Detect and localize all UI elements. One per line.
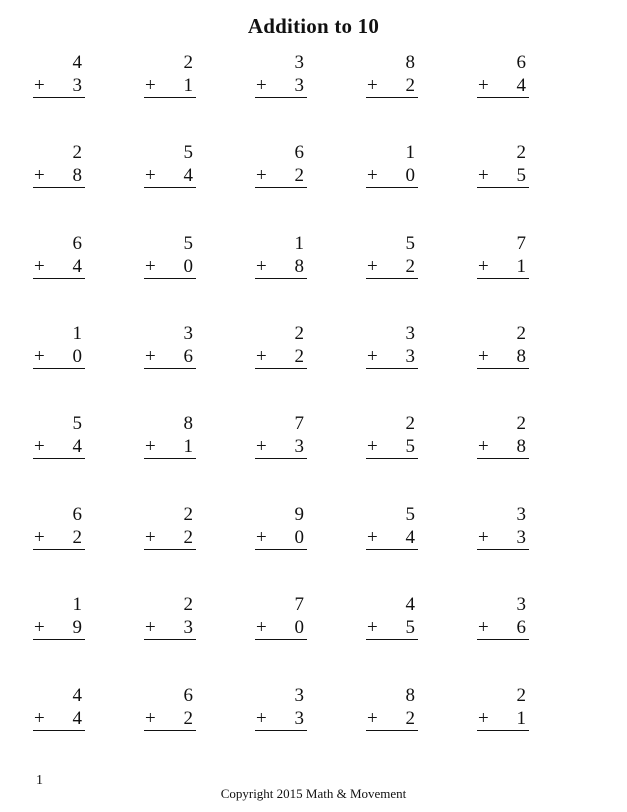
addition-problem	[144, 233, 196, 279]
bottom-addend: 2	[72, 527, 82, 548]
addition-problem	[366, 233, 418, 279]
answer-line	[477, 730, 529, 731]
top-addend: 1	[72, 594, 82, 615]
plus-sign: +	[478, 436, 489, 457]
bottom-addend: 4	[72, 436, 82, 457]
bottom-addend: 8	[516, 346, 526, 367]
addition-problem	[33, 594, 85, 640]
top-addend: 3	[405, 323, 415, 344]
answer-line	[144, 278, 196, 279]
addition-problem	[255, 504, 307, 550]
bottom-addend: 4	[72, 708, 82, 729]
top-addend: 2	[516, 413, 526, 434]
top-addend: 6	[72, 233, 82, 254]
plus-sign: +	[34, 75, 45, 96]
bottom-addend: 0	[72, 346, 82, 367]
plus-sign: +	[478, 617, 489, 638]
plus-sign: +	[145, 75, 156, 96]
bottom-addend: 3	[294, 436, 304, 457]
plus-sign: +	[478, 256, 489, 277]
bottom-addend: 3	[183, 617, 193, 638]
bottom-addend: 4	[516, 75, 526, 96]
bottom-addend: 0	[405, 165, 415, 186]
addition-problem	[255, 52, 307, 98]
top-addend: 5	[183, 142, 193, 163]
plus-sign: +	[34, 436, 45, 457]
top-addend: 2	[516, 685, 526, 706]
plus-sign: +	[367, 165, 378, 186]
bottom-addend: 3	[294, 75, 304, 96]
bottom-addend: 2	[405, 75, 415, 96]
answer-line	[255, 97, 307, 98]
answer-line	[33, 458, 85, 459]
top-addend: 4	[72, 52, 82, 73]
addition-problem	[255, 413, 307, 459]
page-title: Addition to 10	[247, 14, 380, 38]
bottom-addend: 5	[405, 436, 415, 457]
plus-sign: +	[34, 165, 45, 186]
plus-sign: +	[145, 617, 156, 638]
answer-line	[366, 368, 418, 369]
plus-sign: +	[367, 346, 378, 367]
plus-sign: +	[367, 75, 378, 96]
top-addend: 3	[183, 323, 193, 344]
plus-sign: +	[256, 346, 267, 367]
bottom-addend: 8	[72, 165, 82, 186]
bottom-addend: 3	[72, 75, 82, 96]
answer-line	[366, 730, 418, 731]
plus-sign: +	[34, 617, 45, 638]
plus-sign: +	[367, 527, 378, 548]
bottom-addend: 2	[183, 527, 193, 548]
addition-problem	[255, 323, 307, 369]
addition-problem	[477, 52, 529, 98]
answer-line	[477, 549, 529, 550]
answer-line	[255, 730, 307, 731]
addition-problem	[477, 142, 529, 188]
addition-problem	[33, 323, 85, 369]
addition-problem	[366, 504, 418, 550]
addition-problem	[366, 323, 418, 369]
top-addend: 3	[516, 594, 526, 615]
bottom-addend: 3	[405, 346, 415, 367]
plus-sign: +	[256, 527, 267, 548]
top-addend: 2	[516, 142, 526, 163]
addition-problem	[366, 142, 418, 188]
bottom-addend: 6	[516, 617, 526, 638]
addition-problem	[366, 685, 418, 731]
addition-problem	[144, 685, 196, 731]
answer-line	[33, 730, 85, 731]
addition-problem	[33, 413, 85, 459]
plus-sign: +	[478, 708, 489, 729]
answer-line	[255, 368, 307, 369]
bottom-addend: 4	[405, 527, 415, 548]
addition-problem	[255, 142, 307, 188]
addition-problem	[477, 413, 529, 459]
copyright-notice: Copyright 2015 Math & Movement	[220, 786, 407, 801]
plus-sign: +	[145, 346, 156, 367]
answer-line	[366, 549, 418, 550]
plus-sign: +	[256, 75, 267, 96]
top-addend: 6	[183, 685, 193, 706]
plus-sign: +	[34, 346, 45, 367]
top-addend: 7	[516, 233, 526, 254]
plus-sign: +	[367, 708, 378, 729]
answer-line	[477, 639, 529, 640]
answer-line	[33, 278, 85, 279]
answer-line	[33, 97, 85, 98]
top-addend: 2	[405, 413, 415, 434]
plus-sign: +	[145, 256, 156, 277]
top-addend: 8	[405, 52, 415, 73]
answer-line	[33, 639, 85, 640]
answer-line	[33, 187, 85, 188]
bottom-addend: 2	[405, 708, 415, 729]
addition-problem	[477, 233, 529, 279]
addition-problem	[144, 323, 196, 369]
top-addend: 6	[516, 52, 526, 73]
answer-line	[366, 639, 418, 640]
page-number: 1	[36, 773, 43, 788]
addition-problem	[366, 52, 418, 98]
top-addend: 9	[294, 504, 304, 525]
answer-line	[33, 368, 85, 369]
addition-problem	[366, 594, 418, 640]
plus-sign: +	[256, 256, 267, 277]
answer-line	[477, 458, 529, 459]
answer-line	[144, 187, 196, 188]
answer-line	[255, 187, 307, 188]
bottom-addend: 1	[183, 436, 193, 457]
answer-line	[144, 549, 196, 550]
plus-sign: +	[145, 165, 156, 186]
addition-problem	[477, 323, 529, 369]
top-addend: 8	[405, 685, 415, 706]
plus-sign: +	[367, 436, 378, 457]
plus-sign: +	[478, 165, 489, 186]
answer-line	[366, 278, 418, 279]
answer-line	[255, 549, 307, 550]
answer-line	[366, 187, 418, 188]
plus-sign: +	[256, 617, 267, 638]
addition-problem	[33, 233, 85, 279]
top-addend: 2	[183, 594, 193, 615]
bottom-addend: 2	[405, 256, 415, 277]
top-addend: 2	[294, 323, 304, 344]
bottom-addend: 5	[516, 165, 526, 186]
addition-problem	[477, 504, 529, 550]
answer-line	[255, 458, 307, 459]
answer-line	[477, 368, 529, 369]
answer-line	[366, 97, 418, 98]
bottom-addend: 2	[294, 165, 304, 186]
answer-line	[144, 97, 196, 98]
addition-problem	[33, 52, 85, 98]
answer-line	[144, 368, 196, 369]
addition-problem	[144, 142, 196, 188]
plus-sign: +	[367, 256, 378, 277]
addition-problem	[255, 594, 307, 640]
bottom-addend: 0	[294, 617, 304, 638]
top-addend: 2	[516, 323, 526, 344]
top-addend: 4	[405, 594, 415, 615]
answer-line	[255, 278, 307, 279]
bottom-addend: 2	[294, 346, 304, 367]
answer-line	[477, 97, 529, 98]
top-addend: 2	[72, 142, 82, 163]
bottom-addend: 4	[72, 256, 82, 277]
addition-problem	[144, 504, 196, 550]
addition-problem	[33, 504, 85, 550]
bottom-addend: 2	[183, 708, 193, 729]
bottom-addend: 4	[183, 165, 193, 186]
plus-sign: +	[256, 165, 267, 186]
top-addend: 1	[294, 233, 304, 254]
plus-sign: +	[367, 617, 378, 638]
bottom-addend: 3	[516, 527, 526, 548]
addition-problem	[144, 52, 196, 98]
answer-line	[33, 549, 85, 550]
top-addend: 3	[516, 504, 526, 525]
answer-line	[144, 458, 196, 459]
answer-line	[144, 730, 196, 731]
top-addend: 1	[405, 142, 415, 163]
plus-sign: +	[34, 708, 45, 729]
bottom-addend: 3	[294, 708, 304, 729]
bottom-addend: 1	[516, 708, 526, 729]
bottom-addend: 8	[294, 256, 304, 277]
addition-problem	[33, 685, 85, 731]
answer-line	[477, 187, 529, 188]
plus-sign: +	[34, 527, 45, 548]
answer-line	[255, 639, 307, 640]
top-addend: 3	[294, 52, 304, 73]
bottom-addend: 1	[183, 75, 193, 96]
addition-problem	[255, 685, 307, 731]
addition-problem	[33, 142, 85, 188]
bottom-addend: 0	[294, 527, 304, 548]
bottom-addend: 1	[516, 256, 526, 277]
addition-problem	[255, 233, 307, 279]
bottom-addend: 9	[72, 617, 82, 638]
top-addend: 7	[294, 594, 304, 615]
top-addend: 2	[183, 504, 193, 525]
top-addend: 5	[405, 504, 415, 525]
answer-line	[144, 639, 196, 640]
plus-sign: +	[145, 708, 156, 729]
top-addend: 5	[72, 413, 82, 434]
plus-sign: +	[478, 75, 489, 96]
plus-sign: +	[478, 527, 489, 548]
top-addend: 8	[183, 413, 193, 434]
bottom-addend: 5	[405, 617, 415, 638]
bottom-addend: 6	[183, 346, 193, 367]
bottom-addend: 8	[516, 436, 526, 457]
top-addend: 1	[72, 323, 82, 344]
addition-problem	[144, 413, 196, 459]
top-addend: 5	[183, 233, 193, 254]
answer-line	[477, 278, 529, 279]
top-addend: 7	[294, 413, 304, 434]
top-addend: 6	[72, 504, 82, 525]
bottom-addend: 0	[183, 256, 193, 277]
plus-sign: +	[478, 346, 489, 367]
top-addend: 5	[405, 233, 415, 254]
answer-line	[366, 458, 418, 459]
addition-problem	[477, 594, 529, 640]
addition-problem	[144, 594, 196, 640]
top-addend: 6	[294, 142, 304, 163]
top-addend: 3	[294, 685, 304, 706]
addition-problem	[366, 413, 418, 459]
addition-problem	[477, 685, 529, 731]
top-addend: 2	[183, 52, 193, 73]
plus-sign: +	[256, 708, 267, 729]
plus-sign: +	[145, 436, 156, 457]
plus-sign: +	[34, 256, 45, 277]
top-addend: 4	[72, 685, 82, 706]
plus-sign: +	[256, 436, 267, 457]
plus-sign: +	[145, 527, 156, 548]
